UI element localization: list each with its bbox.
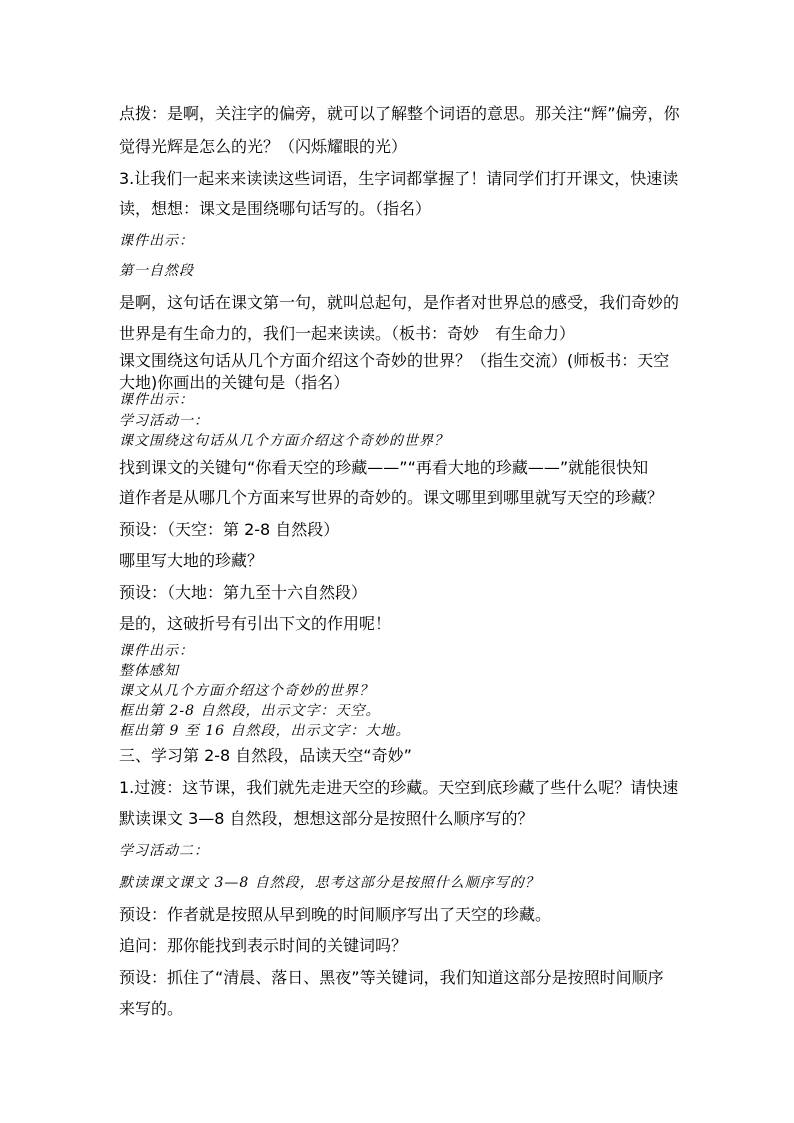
paragraph-line: 预设：（大地：第九至十六自然段） [119, 583, 368, 602]
paragraph-line: 1.过渡：这节课，我们就先走进天空的珍藏。天空到底珍藏了些什么呢？请快速 [119, 778, 679, 797]
slide-text: 框出第 9 至 16 自然段，出示文字：大地。 [119, 723, 411, 739]
paragraph-line: 大地)你画出的关键句是（指名） [119, 373, 350, 392]
slide-caption: 课件出示： [119, 643, 194, 659]
activity-heading: 学习活动二： [119, 843, 209, 859]
paragraph-line: 预设：（天空：第 2-8 自然段） [119, 520, 340, 539]
paragraph-line: 课文围绕这句话从几个方面介绍这个奇妙的世界？（指生交流）(师板书：天空 [119, 351, 670, 370]
paragraph-line: 3.让我们一起来来读读这些词语，生字词都掌握了！请同学们打开课文，快速读 [119, 169, 679, 188]
paragraph-line: 预设：抓住了“清晨、落日、黑夜”等关键词，我们知道这部分是按照时间顺序 [119, 968, 664, 987]
slide-text: 课文围绕这句话从几个方面介绍这个奇妙的世界？ [119, 433, 449, 449]
paragraph-line: 是啊，这句话在课文第一句，就叫总起句，是作者对世界总的感受，我们奇妙的 [119, 293, 680, 312]
paragraph-line: 读，想想：课文是围绕哪句话写的。（指名） [119, 199, 432, 218]
paragraph-line: 点拨：是啊，关注字的偏旁，就可以了解整个词语的意思。那关注“辉”偏旁，你 [119, 104, 680, 123]
paragraph-line: 找到课文的关键句“你看天空的珍藏——”“再看大地的珍藏——”就能很快知 [119, 458, 649, 477]
paragraph-line: 是的，这破折号有引出下文的作用呢！ [119, 614, 392, 633]
slide-text: 整体感知 [119, 663, 179, 679]
section-heading: 三、学习第 2-8 自然段，品读天空“奇妙” [119, 746, 412, 765]
slide-text: 课文从几个方面介绍这个奇妙的世界？ [119, 683, 374, 699]
slide-caption: 课件出示： [119, 233, 194, 249]
paragraph-line: 预设：作者就是按照从早到晚的时间顺序写出了天空的珍藏。 [119, 905, 552, 924]
slide-caption: 课件出示： [119, 392, 194, 408]
paragraph-line: 道作者是从哪几个方面来写世界的奇妙的。课文哪里到哪里就写天空的珍藏？ [119, 488, 664, 507]
activity-heading: 学习活动一： [119, 413, 209, 429]
paragraph-line: 追问：那你能找到表示时间的关键词吗？ [119, 936, 408, 955]
slide-text: 第一自然段 [119, 263, 194, 279]
paragraph-line: 哪里写大地的珍藏？ [119, 551, 264, 570]
paragraph-line: 世界是有生命力的，我们一起来读读。（板书：奇妙 有生命力） [119, 324, 576, 343]
paragraph-line: 来写的。 [119, 999, 184, 1018]
paragraph-line: 默读课文 3—8 自然段，想想这部分是按照什么顺序写的？ [119, 809, 534, 828]
slide-text: 框出第 2-8 自然段，出示文字：天空。 [119, 703, 381, 719]
slide-text: 默读课文课文 3—8 自然段，思考这部分是按照什么顺序写的？ [119, 875, 540, 891]
paragraph-line: 觉得光辉是怎么的光？（闪烁耀眼的光） [119, 137, 408, 156]
